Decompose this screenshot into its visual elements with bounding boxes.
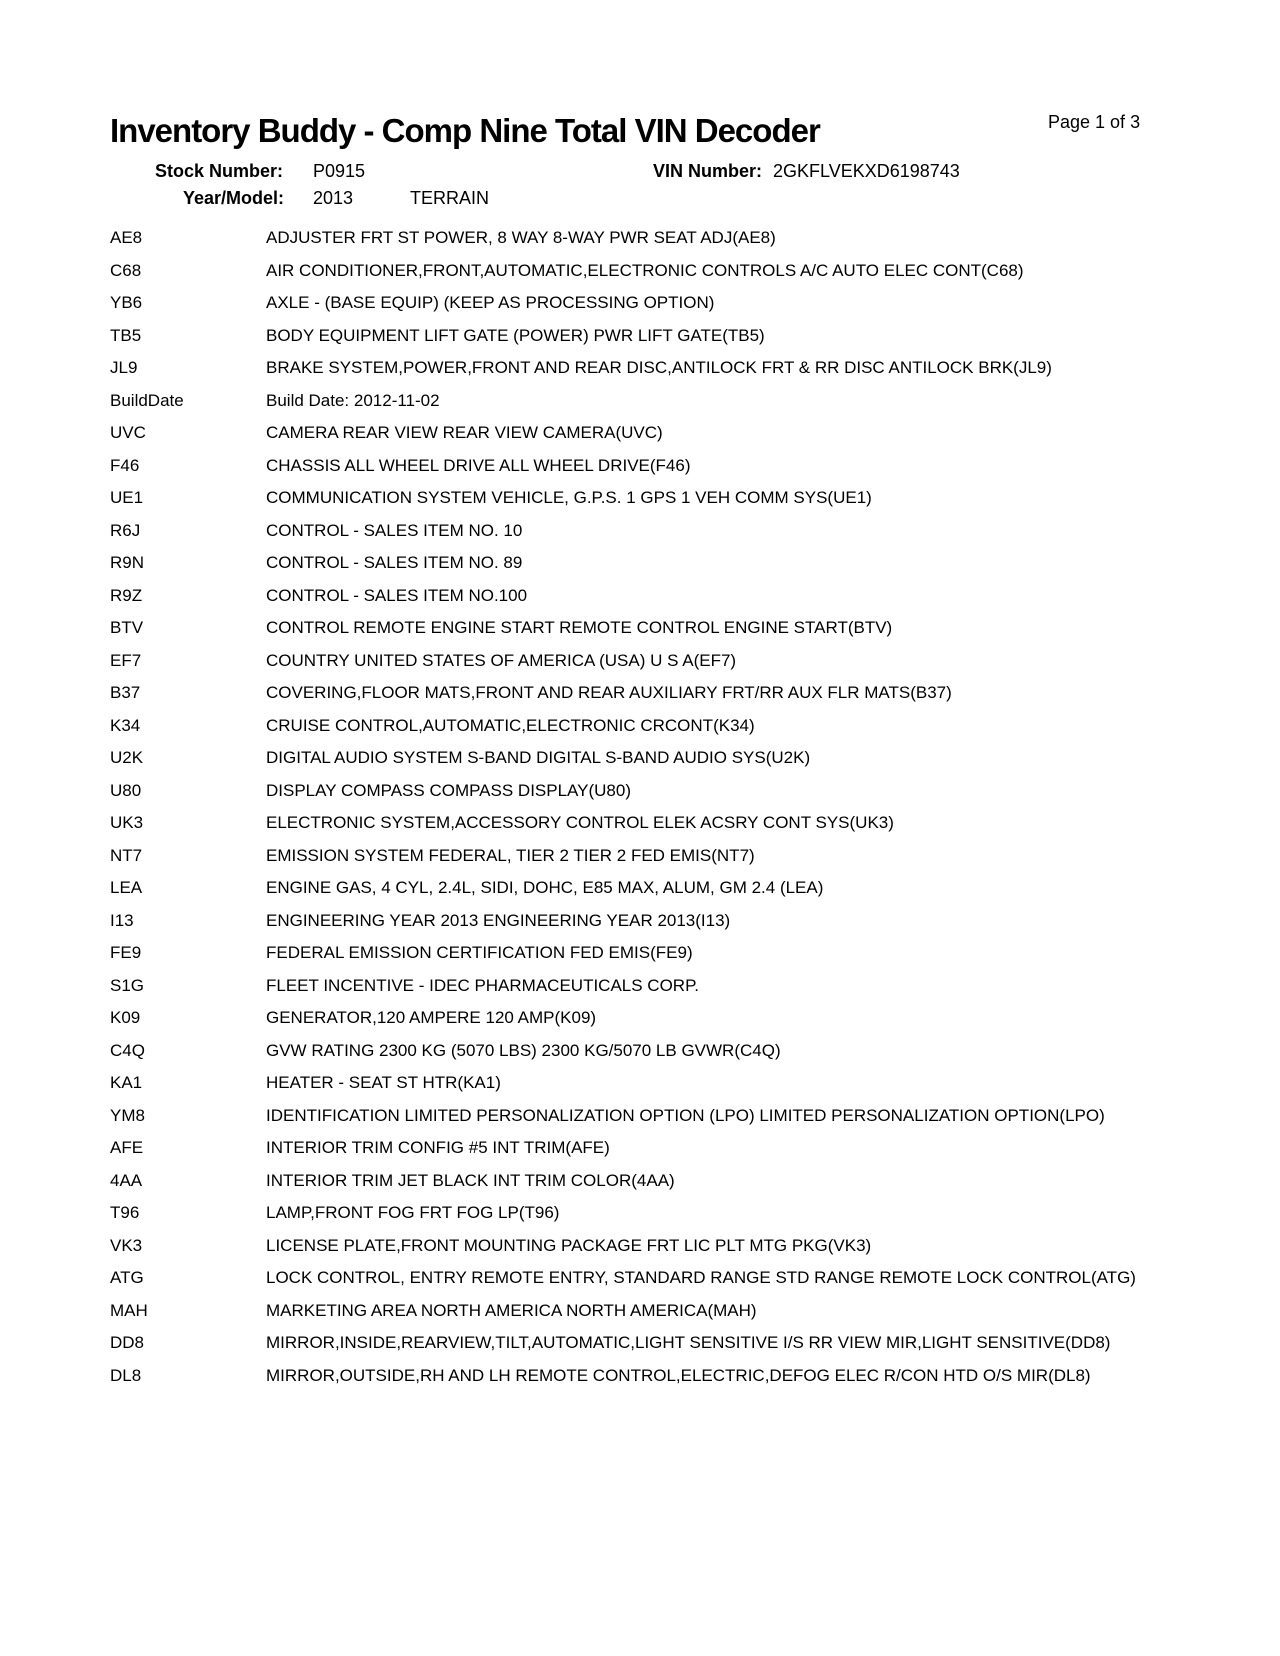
- option-code: I13: [110, 910, 134, 930]
- stock-number-label: Stock Number:: [155, 161, 284, 181]
- option-code: ATG: [110, 1268, 144, 1287]
- option-row: [110, 843, 1180, 868]
- option-row: [110, 550, 1180, 575]
- option-code: DD8: [110, 1333, 145, 1352]
- option-description: GVW RATING 2300 KG (5070 LBS) 2300 KG/5070 LB GVWR(C4Q): [266, 1040, 781, 1060]
- option-row: [110, 778, 1180, 803]
- option-code: C4Q: [110, 1040, 145, 1060]
- option-code: EF7: [110, 650, 142, 670]
- option-description: AXLE - (BASE EQUIP) (KEEP AS PROCESSING OPTION): [266, 293, 715, 312]
- option-code: UK3: [110, 813, 144, 832]
- option-row: [110, 1103, 1180, 1128]
- option-row: [110, 1363, 1180, 1388]
- option-row: [110, 485, 1180, 510]
- option-description: IDENTIFICATION LIMITED PERSONALIZATION OPTION (LPO) LIMITED PERSONALIZATION OPTION(LPO): [266, 1105, 1105, 1125]
- option-description: ADJUSTER FRT ST POWER, 8 WAY 8-WAY PWR SEAT ADJ(AE8): [266, 228, 776, 247]
- option-code: C68: [110, 260, 142, 280]
- option-row: [110, 875, 1180, 900]
- option-description: COMMUNICATION SYSTEM VEHICLE, G.P.S. 1 GPS 1 VEH COMM SYS(UE1): [266, 488, 872, 507]
- option-description: LOCK CONTROL, ENTRY REMOTE ENTRY, STANDARD RANGE STD RANGE REMOTE LOCK CONTROL(ATG): [266, 1268, 1136, 1287]
- option-row: [110, 258, 1180, 283]
- option-description: ENGINEERING YEAR 2013 ENGINEERING YEAR 2013(I13): [266, 910, 731, 930]
- option-row: [110, 1070, 1180, 1095]
- option-code: R9Z: [110, 585, 143, 605]
- option-row: [110, 1168, 1180, 1193]
- option-description: COUNTRY UNITED STATES OF AMERICA (USA) U S A(EF7): [266, 650, 737, 670]
- option-row: [110, 680, 1180, 705]
- option-code: F46: [110, 455, 140, 475]
- option-row: [110, 1005, 1180, 1030]
- option-code: K09: [110, 1008, 141, 1027]
- option-description: HEATER - SEAT ST HTR(KA1): [266, 1073, 501, 1092]
- option-code: NT7: [110, 845, 143, 865]
- option-code: VK3: [110, 1235, 143, 1255]
- option-row: [110, 355, 1180, 380]
- option-row: [110, 1233, 1180, 1258]
- option-description: DISPLAY COMPASS COMPASS DISPLAY(U80): [266, 780, 631, 800]
- option-row: [110, 225, 1180, 250]
- option-code: K34: [110, 715, 141, 735]
- option-description: LICENSE PLATE,FRONT MOUNTING PACKAGE FRT LIC PLT MTG PKG(VK3): [266, 1235, 872, 1255]
- option-code: LEA: [110, 878, 143, 897]
- option-description: DIGITAL AUDIO SYSTEM S-BAND DIGITAL S-BAND AUDIO SYS(U2K): [266, 748, 811, 767]
- option-row: [110, 745, 1180, 770]
- option-code: YB6: [110, 293, 143, 312]
- option-row: [110, 1330, 1180, 1355]
- option-code: BTV: [110, 618, 144, 637]
- option-row: [110, 290, 1180, 315]
- option-row: [110, 583, 1180, 608]
- option-code: UE1: [110, 488, 144, 507]
- page-number-indicator: Page 1 of 3: [1048, 112, 1141, 132]
- option-row: [110, 810, 1180, 835]
- option-description: MIRROR,OUTSIDE,RH AND LH REMOTE CONTROL,ELECTRIC,DEFOG ELEC R/CON HTD O/S MIR(DL8): [266, 1365, 1091, 1385]
- option-row: [110, 518, 1180, 543]
- option-code: BuildDate: [110, 390, 184, 410]
- option-row: [110, 1200, 1180, 1225]
- option-code: U2K: [110, 748, 144, 767]
- vin-number-value: 2GKFLVEKXD6198743: [773, 161, 960, 181]
- option-description: CONTROL - SALES ITEM NO. 89: [266, 553, 523, 572]
- option-code: FE9: [110, 943, 142, 962]
- option-description: COVERING,FLOOR MATS,FRONT AND REAR AUXILIARY FRT/RR AUX FLR MATS(B37): [266, 683, 952, 702]
- option-row: [110, 1265, 1180, 1290]
- option-code: 4AA: [110, 1170, 143, 1190]
- option-code: TB5: [110, 325, 142, 345]
- option-row: [110, 1298, 1180, 1323]
- option-code: YM8: [110, 1105, 145, 1125]
- option-row: [110, 1135, 1180, 1160]
- option-code: JL9: [110, 358, 138, 377]
- option-row: [110, 973, 1180, 998]
- option-description: ENGINE GAS, 4 CYL, 2.4L, SIDI, DOHC, E85 MAX, ALUM, GM 2.4 (LEA): [266, 878, 824, 897]
- option-row: [110, 615, 1180, 640]
- option-description: INTERIOR TRIM JET BLACK INT TRIM COLOR(4AA): [266, 1170, 675, 1190]
- option-code: UVC: [110, 423, 146, 442]
- option-description: CONTROL - SALES ITEM NO. 10: [266, 520, 523, 540]
- option-row: [110, 388, 1180, 413]
- vin-number-label: VIN Number:: [653, 161, 763, 181]
- option-description: CRUISE CONTROL,AUTOMATIC,ELECTRONIC CRCONT(K34): [266, 715, 755, 735]
- option-description: GENERATOR,120 AMPERE 120 AMP(K09): [266, 1008, 597, 1027]
- option-description: MIRROR,INSIDE,REARVIEW,TILT,AUTOMATIC,LIGHT SENSITIVE I/S RR VIEW MIR,LIGHT SENSITIVE(DD8): [266, 1333, 1111, 1352]
- option-code: U80: [110, 780, 142, 800]
- option-code: MAH: [110, 1300, 148, 1320]
- option-code: R6J: [110, 520, 141, 540]
- year-value: 2013: [313, 188, 354, 208]
- option-code-list: [110, 225, 1180, 1395]
- page-title: Inventory Buddy - Comp Nine Total VIN Decoder: [110, 112, 820, 149]
- option-code: S1G: [110, 975, 145, 995]
- option-row: [110, 453, 1180, 478]
- option-description: EMISSION SYSTEM FEDERAL, TIER 2 TIER 2 FED EMIS(NT7): [266, 845, 755, 865]
- option-description: AIR CONDITIONER,FRONT,AUTOMATIC,ELECTRONIC CONTROLS A/C AUTO ELEC CONT(C68): [266, 260, 1024, 280]
- option-code: DL8: [110, 1365, 142, 1385]
- option-description: FLEET INCENTIVE - IDEC PHARMACEUTICALS CORP.: [266, 975, 699, 995]
- option-row: [110, 908, 1180, 933]
- option-code: AFE: [110, 1138, 144, 1157]
- option-code: R9N: [110, 553, 145, 572]
- option-description: MARKETING AREA NORTH AMERICA NORTH AMERICA(MAH): [266, 1300, 757, 1320]
- option-description: Build Date: 2012-11-02: [266, 390, 440, 410]
- option-description: CAMERA REAR VIEW REAR VIEW CAMERA(UVC): [266, 423, 663, 442]
- option-description: FEDERAL EMISSION CERTIFICATION FED EMIS(FE9): [266, 943, 693, 962]
- option-code: T96: [110, 1203, 140, 1222]
- stock-number-value: P0915: [313, 161, 366, 181]
- model-value: TERRAIN: [410, 188, 490, 208]
- year-model-label: Year/Model:: [183, 188, 285, 208]
- option-row: [110, 648, 1180, 673]
- option-description: CHASSIS ALL WHEEL DRIVE ALL WHEEL DRIVE(F46): [266, 455, 691, 475]
- option-description: BRAKE SYSTEM,POWER,FRONT AND REAR DISC,ANTILOCK FRT & RR DISC ANTILOCK BRK(JL9): [266, 358, 1052, 377]
- option-description: BODY EQUIPMENT LIFT GATE (POWER) PWR LIFT GATE(TB5): [266, 325, 765, 345]
- option-description: LAMP,FRONT FOG FRT FOG LP(T96): [266, 1203, 560, 1222]
- option-row: [110, 940, 1180, 965]
- option-row: [110, 323, 1180, 348]
- option-description: CONTROL - SALES ITEM NO.100: [266, 585, 528, 605]
- option-code: KA1: [110, 1073, 143, 1092]
- option-code: B37: [110, 683, 141, 702]
- option-code: AE8: [110, 228, 143, 247]
- option-row: [110, 713, 1180, 738]
- option-description: ELECTRONIC SYSTEM,ACCESSORY CONTROL ELEK ACSRY CONT SYS(UK3): [266, 813, 894, 832]
- option-row: [110, 1038, 1180, 1063]
- option-description: INTERIOR TRIM CONFIG #5 INT TRIM(AFE): [266, 1138, 610, 1157]
- option-row: [110, 420, 1180, 445]
- option-description: CONTROL REMOTE ENGINE START REMOTE CONTROL ENGINE START(BTV): [266, 618, 893, 637]
